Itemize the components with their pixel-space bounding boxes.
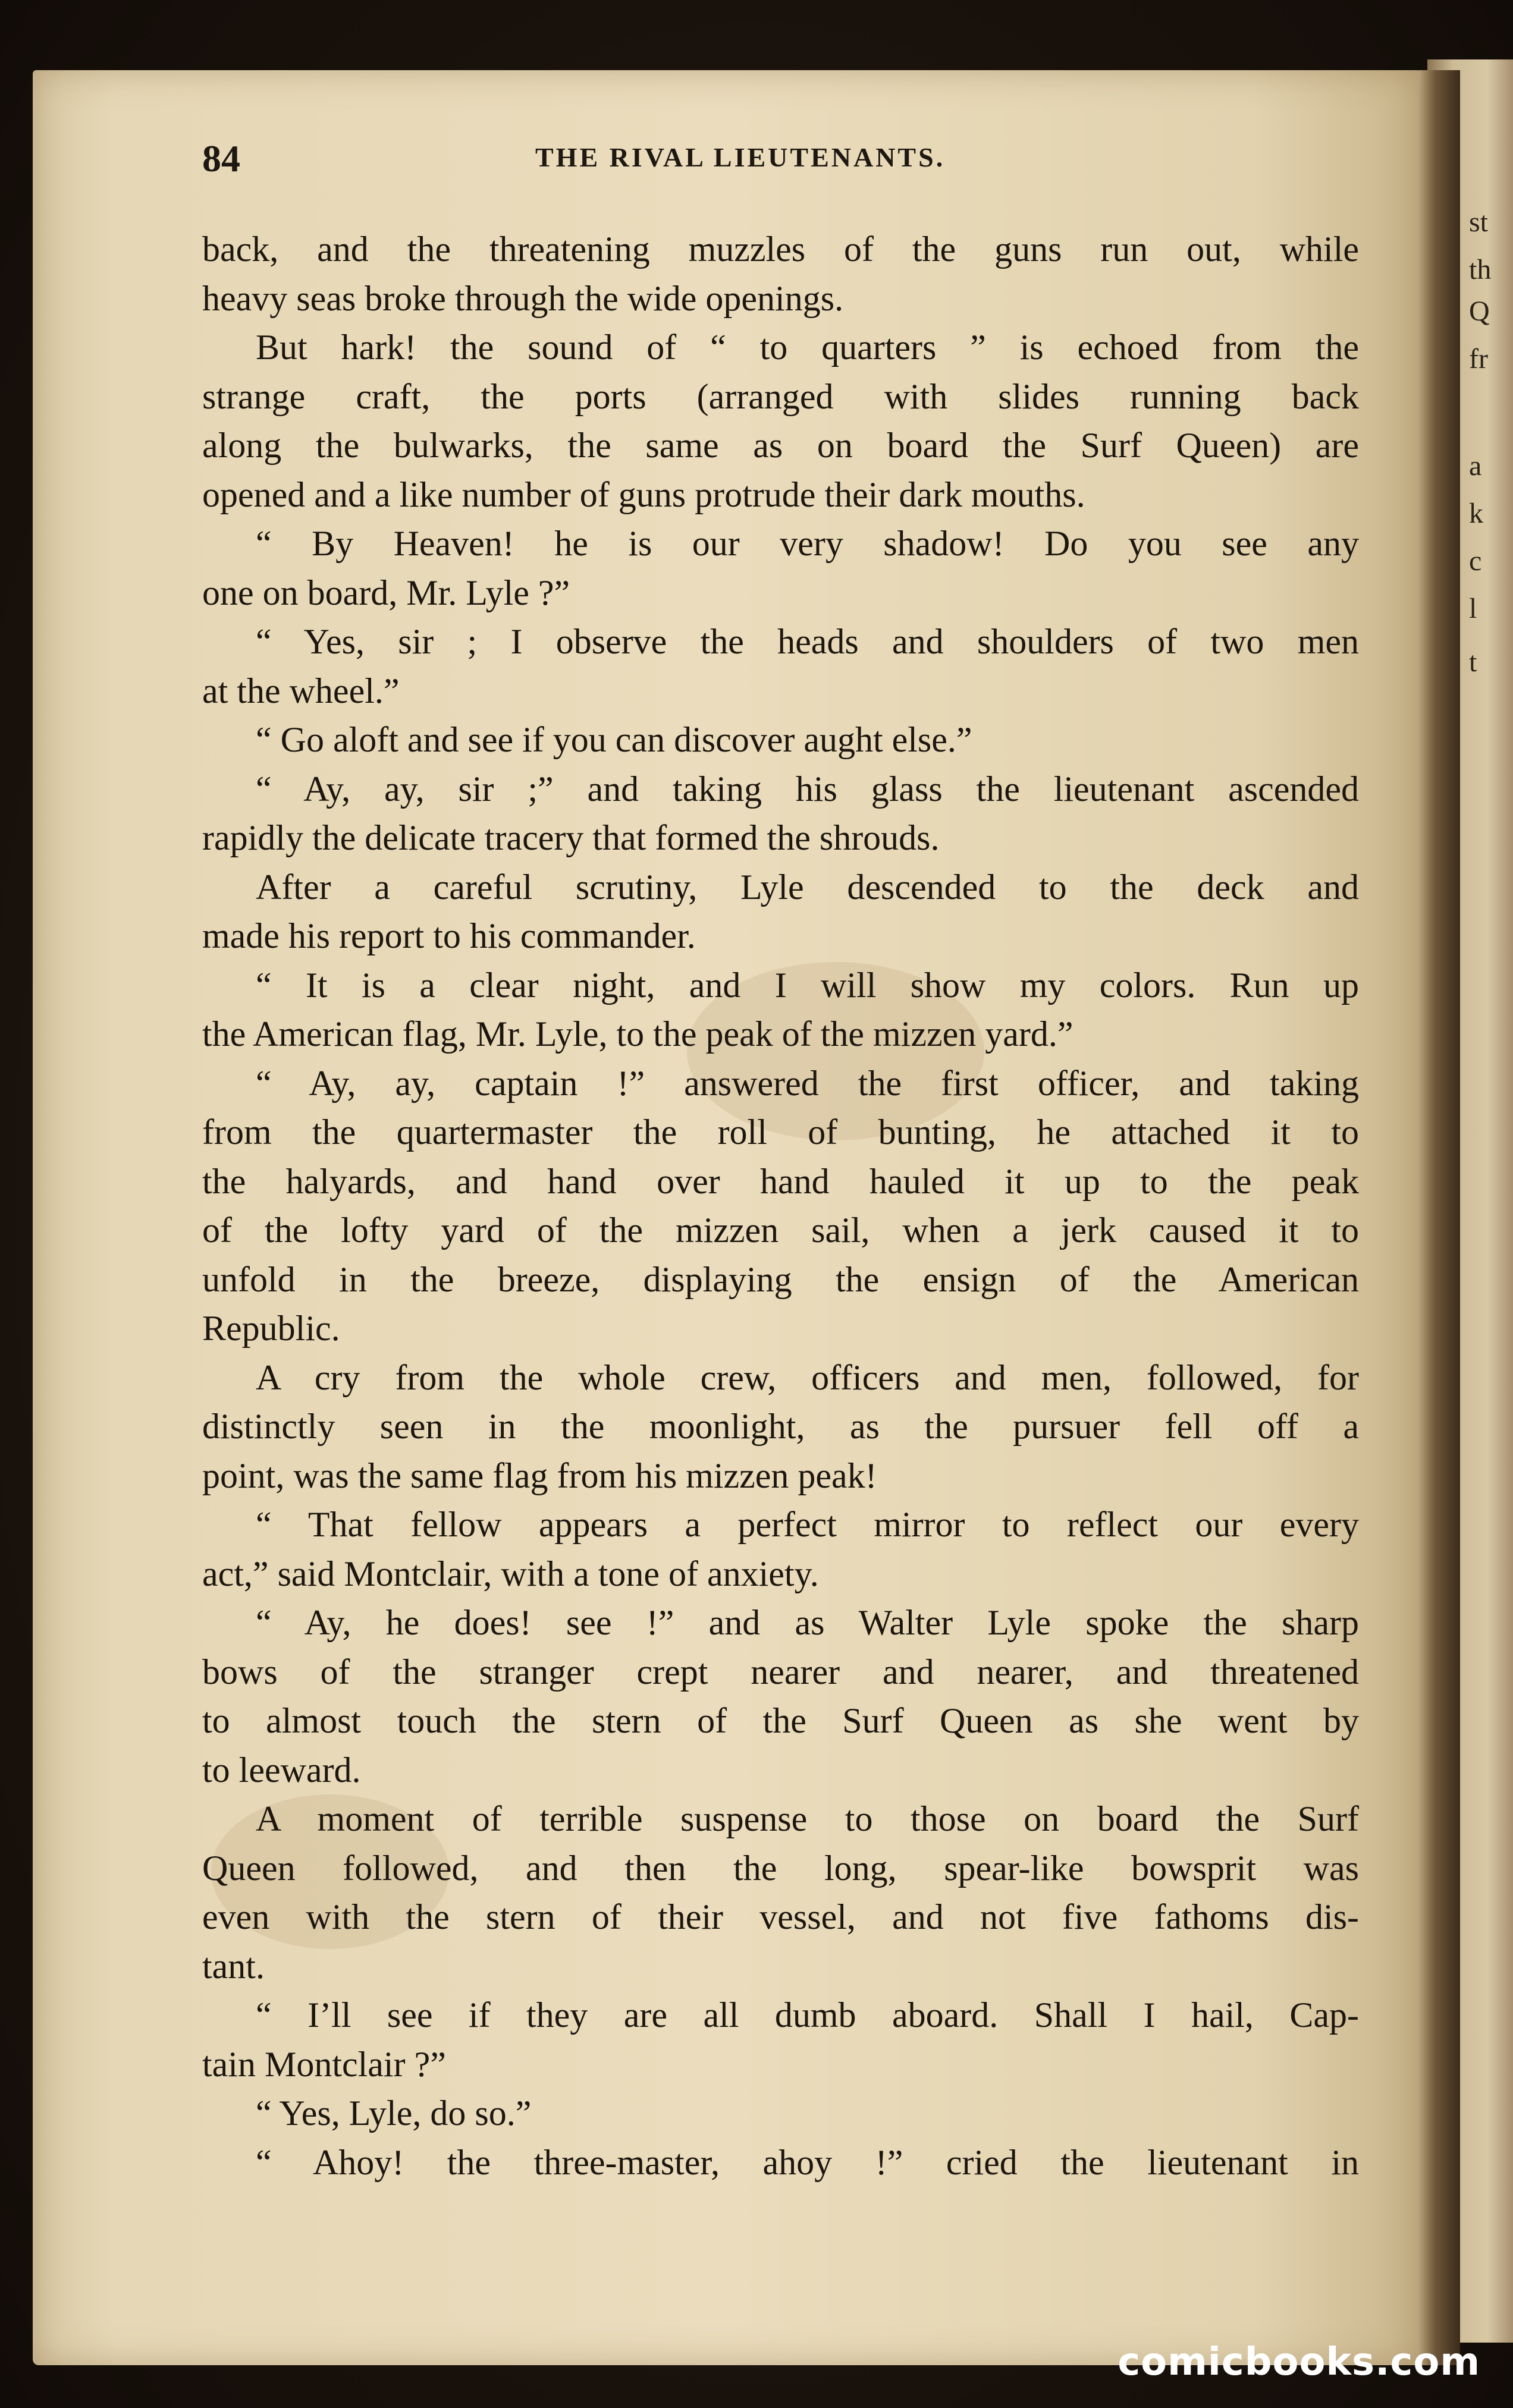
text-line: “ Ay, he does! see !” and as Walter Lyle spoke the sharp bbox=[256, 1603, 1359, 1642]
body-text bbox=[202, 225, 1359, 2187]
page-header bbox=[202, 137, 1362, 178]
page-gutter bbox=[1418, 70, 1460, 2365]
text-line: back, and the threatening muzzles of the guns run out, while bbox=[202, 230, 1359, 269]
text-line: “ Yes, sir ; I observe the heads and shoulders of two men bbox=[256, 622, 1359, 661]
text-line: of the lofty yard of the mizzen sail, when a jerk caused it to bbox=[202, 1211, 1359, 1250]
text-line: made his report to his commander. bbox=[202, 916, 696, 955]
facing-page-fragment: k bbox=[1469, 499, 1483, 528]
text-line: A cry from the whole crew, officers and men, followed, for bbox=[256, 1357, 1359, 1397]
text-line: one on board, Mr. Lyle ?” bbox=[202, 573, 570, 612]
text-line: at the wheel.” bbox=[202, 671, 400, 711]
text-line: along the bulwarks, the same as on board the Surf Queen) are bbox=[202, 426, 1359, 465]
text-line: “ It is a clear night, and I will show my colors. Run up bbox=[256, 965, 1359, 1005]
text-line: act,” said Montclair, with a tone of anxiety. bbox=[202, 1554, 819, 1593]
running-head: THE RIVAL LIEUTENANTS. bbox=[535, 142, 946, 172]
text-line: to leeward. bbox=[202, 1750, 361, 1790]
facing-page-fragment: st bbox=[1469, 208, 1489, 237]
facing-page-fragment: a bbox=[1469, 452, 1482, 480]
text-line: tant. bbox=[202, 1946, 265, 1986]
text-line: tain Montclair ?” bbox=[202, 2044, 446, 2084]
text-line: rapidly the delicate tracery that formed the shrouds. bbox=[202, 818, 940, 857]
text-line: “ That fellow appears a perfect mirror to reflect our every bbox=[256, 1505, 1359, 1544]
text-line: “ By Heaven! he is our very shadow! Do you see any bbox=[256, 524, 1359, 563]
text-line: heavy seas broke through the wide openings. bbox=[202, 278, 844, 318]
facing-page-fragment: th bbox=[1469, 256, 1492, 284]
text-line: “ Ay, ay, captain !” answered the first officer, and taking bbox=[256, 1063, 1359, 1103]
text-line: bows of the stranger crept nearer and nearer, and threatened bbox=[202, 1652, 1359, 1692]
text-line: “ I’ll see if they are all dumb aboard. Shall I hail, Cap- bbox=[256, 1995, 1359, 2035]
text-line: But hark! the sound of “ to quarters ” is echoed from the bbox=[256, 328, 1359, 367]
text-line: even with the stern of their vessel, and not five fathoms dis- bbox=[202, 1897, 1359, 1937]
text-line: A moment of terrible suspense to those on board the Surf bbox=[256, 1799, 1359, 1838]
facing-page-fragment: l bbox=[1469, 595, 1477, 623]
text-line: opened and a like number of guns protrude their dark mouths. bbox=[202, 474, 1085, 514]
text-line: to almost touch the stern of the Surf Queen as she went by bbox=[202, 1701, 1359, 1740]
facing-page-fragment: Q bbox=[1469, 297, 1490, 326]
text-line: Queen followed, and then the long, spear-like bowsprit was bbox=[202, 1848, 1359, 1888]
text-line: “ Ay, ay, sir ;” and taking his glass the lieutenant ascended bbox=[256, 769, 1359, 809]
text-line: point, was the same flag from his mizzen peak! bbox=[202, 1456, 877, 1495]
facing-page-fragment: fr bbox=[1469, 345, 1488, 373]
text-line: After a careful scrutiny, Lyle descended to the deck and bbox=[256, 867, 1359, 907]
text-line: the American flag, Mr. Lyle, to the peak of the mizzen yard.” bbox=[202, 1014, 1073, 1054]
watermark: comicbooks.com bbox=[1118, 2340, 1480, 2384]
facing-page-fragment: t bbox=[1469, 648, 1477, 677]
text-line: unfold in the breeze, displaying the ensign of the American bbox=[202, 1259, 1359, 1299]
text-line: “ Go aloft and see if you can discover aught else.” bbox=[256, 720, 972, 759]
text-line: “ Ahoy! the three-master, ahoy !” cried the lieutenant in bbox=[256, 2142, 1359, 2182]
text-line: Republic. bbox=[202, 1309, 340, 1348]
text-line: “ Yes, Lyle, do so.” bbox=[256, 2093, 532, 2133]
facing-page-fragment: c bbox=[1469, 547, 1482, 576]
text-line: from the quartermaster the roll of bunting, he attached it to bbox=[202, 1112, 1359, 1152]
text-line: distinctly seen in the moonlight, as the pursuer fell off a bbox=[202, 1407, 1359, 1446]
page-number: 84 bbox=[202, 137, 240, 180]
text-line: strange craft, the ports (arranged with slides running back bbox=[202, 376, 1359, 416]
text-line: the halyards, and hand over hand hauled it up to the peak bbox=[202, 1161, 1359, 1201]
